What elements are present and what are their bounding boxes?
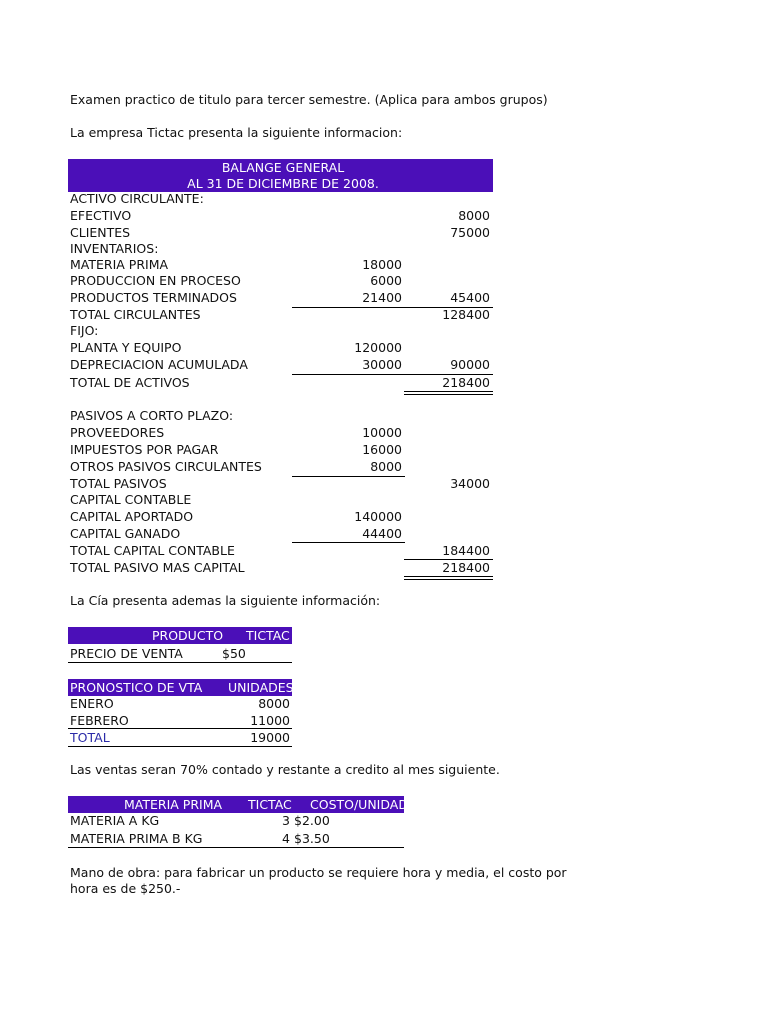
balance-header-date: AL 31 DE DICIEMBRE DE 2008. xyxy=(187,176,379,191)
subtotal-rule xyxy=(292,476,405,477)
header-materia-prima: MATERIA PRIMA xyxy=(124,797,223,812)
sales-line: Las ventas seran 70% contado y restante a credito al mes siguiente. xyxy=(70,762,500,777)
total-double-rule xyxy=(404,576,493,580)
exam-title: Examen practico de titulo para tercer semestre. (Aplica para ambos grupos) xyxy=(70,92,548,107)
header-costo-unidad: COSTO/UNIDAD xyxy=(310,797,408,812)
table-rule xyxy=(68,746,292,747)
balance-header xyxy=(68,159,493,192)
header-producto: PRODUCTO xyxy=(152,628,224,643)
table-rule xyxy=(68,847,404,848)
balance-header-title: BALANGE GENERAL xyxy=(221,160,345,175)
company-intro: La empresa Tictac presenta la siguiente informacion: xyxy=(70,125,403,140)
header-unidades: UNIDADES xyxy=(228,680,294,695)
forecast-table-header xyxy=(68,679,292,696)
labor-line-1: Mano de obra: para fabricar un producto se requiere hora y media, el costo por xyxy=(70,865,567,880)
subtotal-rule xyxy=(292,542,405,543)
extra-info-line: La Cía presenta ademas la siguiente información: xyxy=(70,593,381,608)
header-tictac: TICTAC xyxy=(248,797,292,812)
labor-line-2: hora es de $250.- xyxy=(70,881,181,896)
material-table-header xyxy=(68,796,408,813)
header-tictac: TICTAC xyxy=(246,628,290,643)
product-table-header xyxy=(68,627,292,644)
table-rule xyxy=(68,662,292,663)
header-pronostico: PRONOSTICO DE VTA xyxy=(70,680,203,695)
total-double-rule xyxy=(404,391,493,395)
